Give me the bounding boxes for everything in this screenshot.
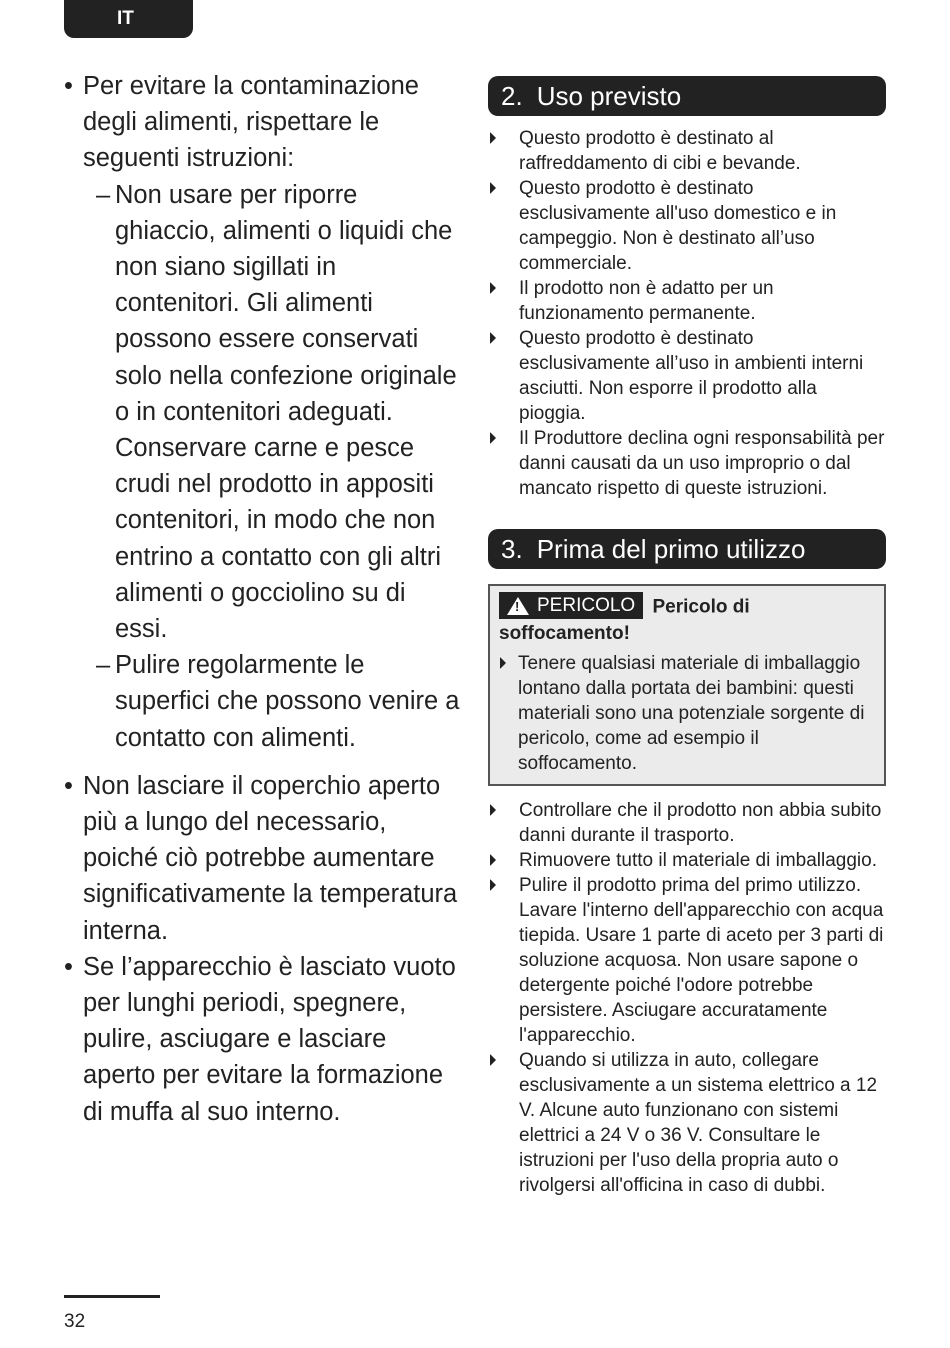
list-item — [488, 1048, 886, 1198]
bullet-dot: • — [64, 771, 73, 800]
item-text: Controllare che il prodotto non abbia subito danni durante il trasporto. — [519, 800, 882, 846]
warning-header — [499, 594, 875, 646]
triangle-bullet-icon — [490, 879, 496, 892]
section-3-list — [488, 798, 886, 1198]
list-item — [488, 326, 886, 426]
triangle-bullet-icon — [490, 332, 496, 345]
section-heading-uso-previsto — [488, 76, 886, 116]
language-tab — [64, 0, 193, 38]
item-text: Tenere qualsiasi materiale di imballaggio lontano dalla portata dei bambini: questi materiali sono una potenziale sorgente di pericolo, come ad esempio il soffocamento. — [518, 653, 865, 774]
list-item — [488, 276, 886, 326]
sub-item-text: Non usare per riporre ghiaccio, alimenti o liquidi che non siano sigillati in contenitori. Gli alimenti possono essere conservati solo nella confezione originale o in contenitori adeguati. Conservare carne e pesce crudi nel prodotto in appositi contenitori, in modo che non entrino a contatto con gli altri alimenti o gocciolino su di essi. — [115, 180, 457, 644]
bullet-dot: • — [64, 952, 73, 981]
item-text: Quando si utilizza in auto, collegare esclusivamente a un sistema elettrico a 12 V. Alcune auto funzionano con sistemi elettrici a 24 V o 36 V. Consultare le istruzioni per l'uso della propria auto o rivolgersi all'officina in caso di dubbi. — [519, 1050, 878, 1196]
triangle-bullet-icon — [490, 432, 496, 445]
danger-badge-label: PERICOLO — [537, 595, 636, 616]
page-number: 32 — [64, 1311, 86, 1332]
triangle-bullet-icon — [490, 132, 496, 145]
warning-triangle-icon — [507, 597, 529, 615]
item-text: Questo prodotto è destinato esclusivamente all'uso domestico e in campeggio. Non è destinato all’uso commerciale. — [519, 178, 837, 274]
danger-badge — [499, 592, 643, 619]
item-text: Il Produttore declina ogni responsabilità per danni causati da un uso improprio o dal mancato rispetto di queste istruzioni. — [519, 428, 885, 499]
list-item — [488, 848, 886, 873]
dash-marker: – — [96, 180, 111, 209]
sub-list-item — [83, 647, 464, 756]
list-item — [488, 873, 886, 1048]
triangle-bullet-icon — [490, 854, 496, 867]
right-column — [488, 76, 886, 1198]
section-2-list — [488, 126, 886, 501]
item-text: Rimuovere tutto il materiale di imballaggio. — [519, 850, 877, 871]
section-number: 3. — [501, 533, 523, 564]
section-title: Prima del primo utilizzo — [536, 533, 806, 564]
section-number: 2. — [501, 80, 523, 111]
language-label: IT — [117, 8, 134, 29]
triangle-bullet-icon — [490, 1054, 496, 1067]
section-title: Uso previsto — [536, 80, 682, 111]
item-text: Questo prodotto è destinato al raffreddamento di cibi e bevande. — [519, 128, 801, 174]
list-item — [64, 949, 464, 1130]
bullet-dot: • — [64, 72, 73, 100]
warning-list — [499, 651, 875, 776]
item-text: Pulire il prodotto prima del primo utilizzo. Lavare l'interno dell'apparecchio con acqua tiepida. Usare 1 parte di aceto per 3 parti di soluzione acquosa. Non usare sapone o detergente poiché l'odore potrebbe persistere. Asciugare accuratamente l'apparecchio. — [519, 875, 884, 1046]
footer-rule — [64, 1295, 160, 1298]
list-item — [488, 126, 886, 176]
bullet-text: Per evitare la contaminazione degli alimenti, rispettare le seguenti istruzioni: — [83, 72, 419, 173]
bullet-text: Non lasciare il coperchio aperto più a lungo del necessario, poiché ciò potrebbe aumentare significativamente la temperatura interna. — [83, 771, 458, 945]
list-item — [64, 768, 464, 949]
left-column — [64, 68, 464, 1130]
item-text: Questo prodotto è destinato esclusivamente all’uso in ambienti interni asciutti. Non esporre il prodotto alla pioggia. — [519, 328, 864, 424]
warning-box — [488, 584, 886, 786]
triangle-bullet-icon — [500, 657, 506, 670]
warning-title: Pericolo di soffocamento! — [499, 596, 750, 644]
bullet-text: Se l’apparecchio è lasciato vuoto per lunghi periodi, spegnere, pulire, asciugare e lasciare aperto per evitare la formazione di muffa al suo interno. — [83, 952, 456, 1126]
sub-list-item — [83, 177, 464, 648]
list-item — [488, 426, 886, 501]
triangle-bullet-icon — [490, 282, 496, 295]
list-item — [488, 176, 886, 276]
triangle-bullet-icon — [490, 804, 496, 817]
list-item — [499, 651, 875, 776]
dash-marker: – — [96, 651, 111, 680]
sub-item-text: Pulire regolarmente le superfici che possono venire a contatto con alimenti. — [115, 651, 460, 752]
item-text: Il prodotto non è adatto per un funzionamento permanente. — [519, 278, 774, 324]
triangle-bullet-icon — [490, 182, 496, 195]
list-item — [488, 798, 886, 848]
section-heading-prima-del-primo-utilizzo — [488, 529, 886, 569]
list-item — [64, 68, 464, 756]
